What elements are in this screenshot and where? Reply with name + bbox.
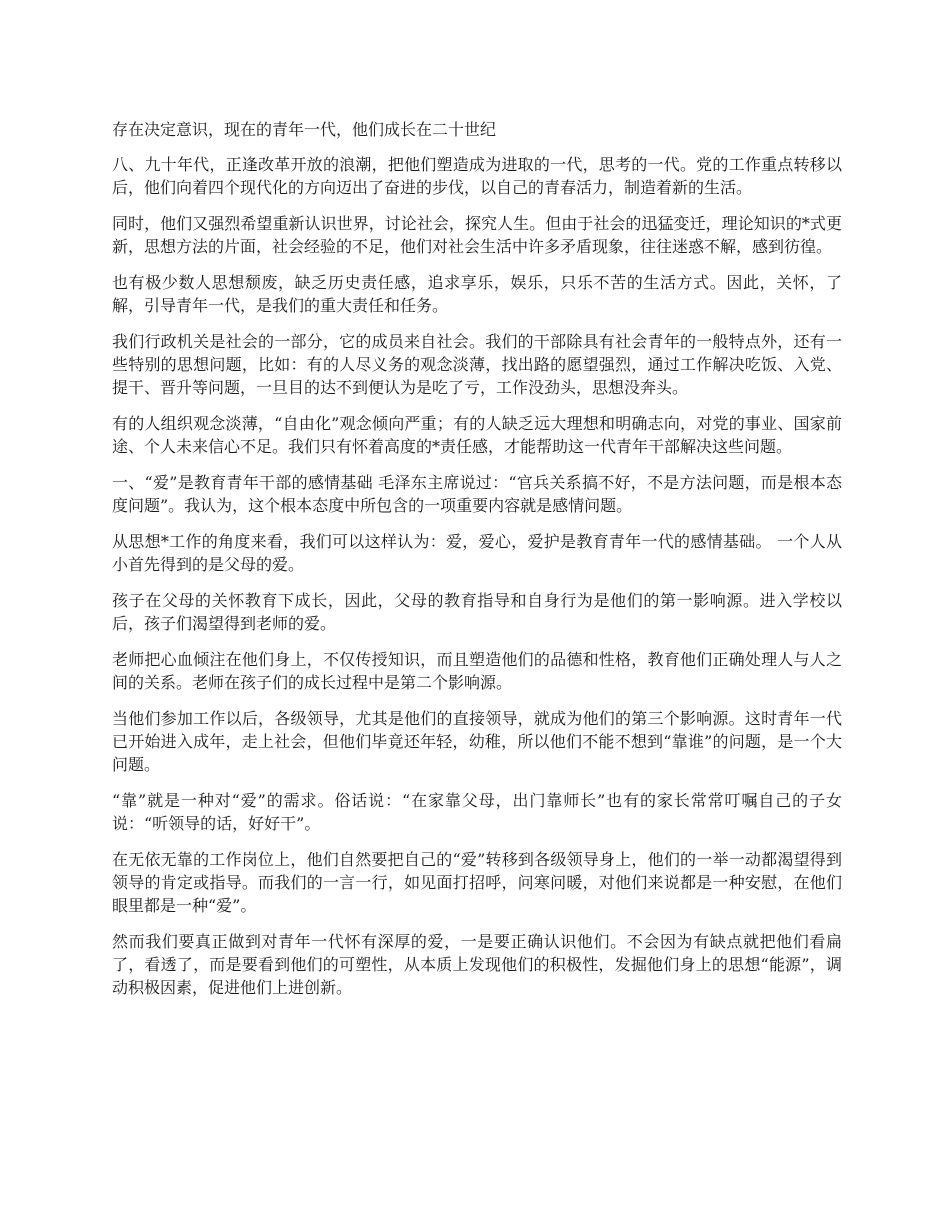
paragraph: 八、九十年代，正逢改革开放的浪潮，把他们塑造成为进取的一代，思考的一代。党的工作重点转移以后，他们向着四个现代化的方向迈出了奋进的步伐，以自己的青春活力，制造着新的生活。: [112, 155, 842, 197]
paragraph: 我们行政机关是社会的一部分，它的成员来自社会。我们的干部除具有社会青年的一般特点外，还有一些特别的思想问题，比如：有的人尽义务的观念淡薄，找出路的愿望强烈，通过工作解决吃饭、入党、提干、晋升等问题，一旦目的达不到便认为是吃了亏，工作没劲头，思想没奔头。: [112, 332, 842, 397]
paragraph: 有的人组织观念淡薄，“自由化”观念倾向严重；有的人缺乏远大理想和明确志向，对党的事业、国家前途、个人未来信心不足。我们只有怀着高度的*责任感，才能帮助这一代青年干部解决这些问题。: [112, 414, 842, 456]
paragraph: “靠”就是一种对“爱”的需求。俗话说：“在家靠父母，出门靠师长”也有的家长常常叮嘱自己的子女说：“听领导的话，好好干”。: [112, 791, 842, 833]
paragraph: 从思想*工作的角度来看，我们可以这样认为：爱，爱心，爱护是教育青年一代的感情基础。 一个人从小首先得到的是父母的爱。: [112, 532, 842, 574]
paragraph: 然而我们要真正做到对青年一代怀有深厚的爱，一是要正确认识他们。不会因为有缺点就把他们看扁了，看透了，而是要看到他们的可塑性，从本质上发现他们的积极性，发掘他们身上的思想“能源”，调动积极因素，促进他们上进创新。: [112, 932, 842, 997]
paragraph: 在无依无靠的工作岗位上，他们自然要把自己的“爱”转移到各级领导身上，他们的一举一动都渴望得到领导的肯定或指导。而我们的一言一行，如见面打招呼，问寒问暖，对他们来说都是一种安慰，在他们眼里都是一种“爱”。: [112, 850, 842, 915]
paragraph: 同时，他们又强烈希望重新认识世界，讨论社会，探究人生。但由于社会的迅猛变迁，理论知识的*式更新，思想方法的片面，社会经验的不足，他们对社会生活中许多矛盾现象，往往迷惑不解，感到彷徨。: [112, 214, 842, 256]
paragraph: 存在决定意识，现在的青年一代，他们成长在二十世纪: [112, 120, 497, 139]
paragraph: 当他们参加工作以后，各级领导，尤其是他们的直接领导，就成为他们的第三个影响源。这时青年一代已开始进入成年，走上社会，但他们毕竟还年轻，幼稚，所以他们不能不想到“靠谁”的问题，是一个大问题。: [112, 709, 842, 774]
paragraph: 老师把心血倾注在他们身上，不仅传授知识，而且塑造他们的品德和性格，教育他们正确处理人与人之间的关系。老师在孩子们的成长过程中是第二个影响源。: [112, 650, 842, 692]
paragraph: 孩子在父母的关怀教育下成长，因此，父母的教育指导和自身行为是他们的第一影响源。进入学校以后，孩子们渴望得到老师的爱。: [112, 591, 842, 633]
paragraph: 也有极少数人思想颓废，缺乏历史责任感，追求享乐，娱乐，只乐不苦的生活方式。因此，关怀，了解，引导青年一代，是我们的重大责任和任务。: [112, 273, 842, 315]
document-body: [112, 118, 842, 1012]
section-heading-paragraph: 一、“爱”是教育青年干部的感情基础 毛泽东主席说过：“官兵关系搞不好，不是方法问题，而是根本态度问题”。我认为，这个根本态度中所包含的一项重要内容就是感情问题。: [112, 473, 842, 515]
